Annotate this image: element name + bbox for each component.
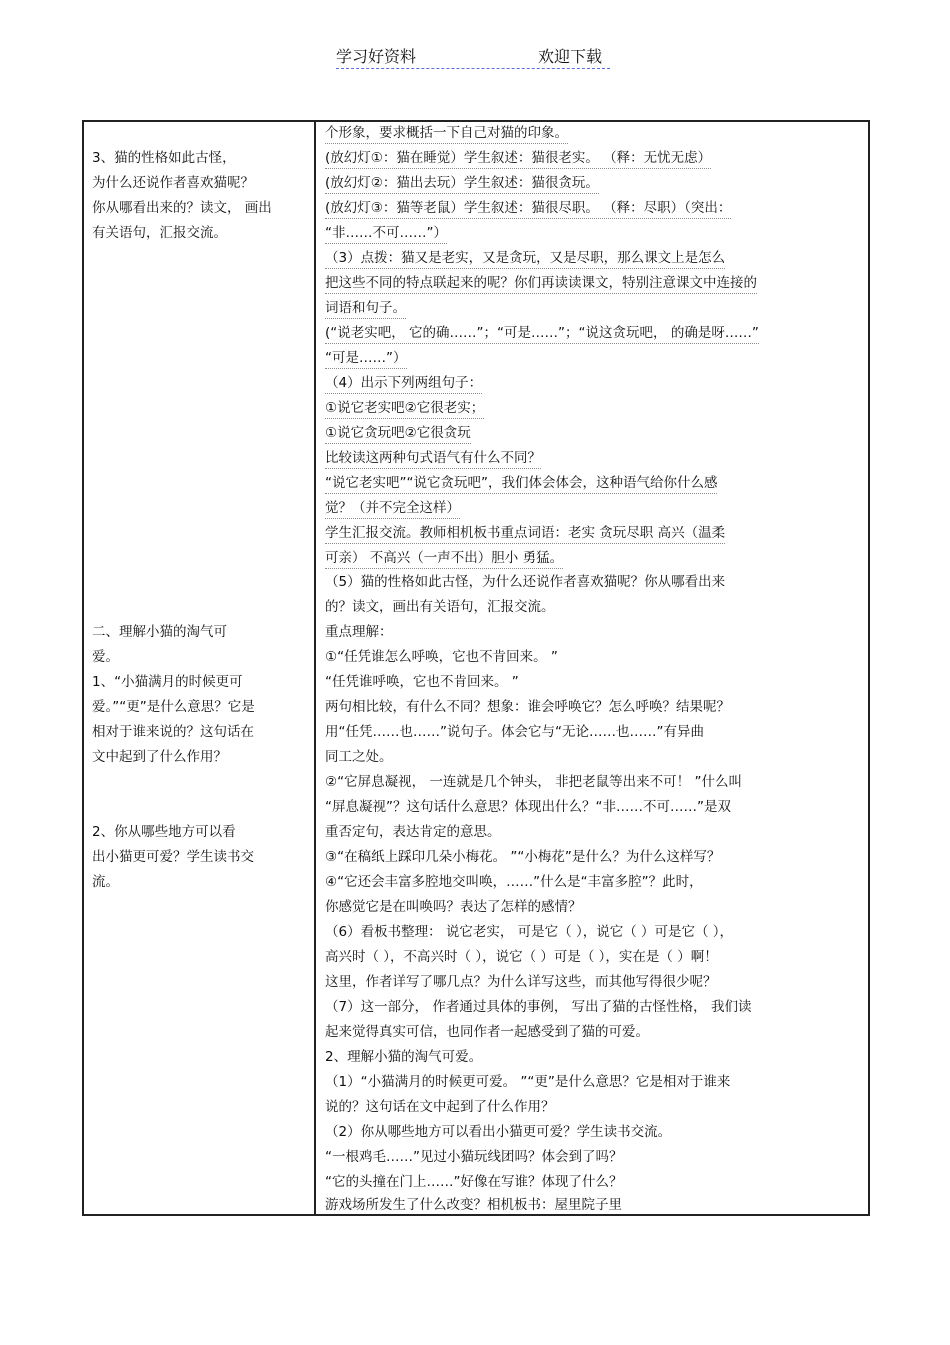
right-text-line: “屏息凝视”？这句话什么意思？体现出什么？“非……不可……”是双 [325, 799, 731, 815]
right-text-line: 重否定句，表达肯定的意思。 [325, 824, 501, 840]
left-column-content [84, 122, 314, 1214]
right-text-line: “说它老实吧”“说它贪玩吧”，我们体会体会，这种语气给你什么感 [325, 474, 717, 494]
left-text-line: 流。 [92, 874, 119, 890]
left-text-line: 1、“小猫满月的时候更可 [92, 674, 243, 690]
right-text-line: 个形象，要求概括一下自己对猫的印象。 [325, 124, 568, 144]
right-text-line: 高兴时（ ），不高兴时（ ），说它（ ）可是（ ），实在是（ ）啊！ [325, 949, 718, 965]
right-text-line: 这里，作者详写了哪几点？为什么详写这些，而其他写得很少呢？ [325, 974, 717, 990]
right-text-line: （3）点拨：猫又是老实，又是贪玩，又是尽职，那么课文上是怎么 [325, 249, 725, 269]
right-text-line: （5）猫的性格如此古怪，为什么还说作者喜欢猫呢？你从哪看出来 [325, 574, 726, 590]
right-text-line: 的？读文，画出有关语句，汇报交流。 [325, 599, 555, 615]
lesson-plan-table [82, 120, 870, 1216]
right-text-line: （6）看板书整理： 说它老实， 可是它（ ），说它（ ）可是它（ ）， [325, 924, 734, 940]
left-text-line: 为什么还说作者喜欢猫呢？ [92, 175, 254, 191]
page-header [336, 42, 610, 69]
right-text-line: 把这些不同的特点联起来的呢？你们再读读课文，特别注意课文中连接的 [325, 274, 757, 294]
right-text-line: “可是……”） [325, 349, 407, 369]
left-text-line: 出小猫更可爱？学生读书交 [92, 849, 254, 865]
right-text-line: 词语和句子。 [325, 299, 406, 319]
right-text-line: “非……不可……”） [325, 224, 447, 244]
left-text-line: 有关语句，汇报交流。 [92, 225, 227, 241]
right-text-line: （2）你从哪些地方可以看出小猫更可爱？学生读书交流。 [325, 1124, 672, 1140]
left-text-line: 爱。 [92, 649, 119, 665]
right-text-line: “一根鸡毛……”见过小猫玩线团吗？体会到了吗？ [325, 1149, 623, 1165]
right-text-line: (“说老实吧， 它的确……”；“可是……”；“说这贪玩吧， 的确是呀……” [325, 324, 759, 344]
left-text-line: 文中起到了什么作用？ [92, 749, 227, 765]
right-text-line: ①说它贪玩吧②它很贪玩 [325, 424, 471, 444]
left-column-cell [83, 121, 315, 1215]
table-row [83, 121, 869, 1215]
right-text-line: 游戏场所发生了什么改变？相机板书：屋里院子里 [325, 1197, 622, 1213]
right-text-line: “它的头撞在门上……”好像在写谁？体现了什么？ [325, 1174, 623, 1190]
right-text-line: 你感觉它是在叫唤吗？表达了怎样的感情？ [325, 899, 582, 915]
right-text-line: ③“在稿纸上踩印几朵小梅花。 ”“小梅花”是什么？为什么这样写？ [325, 849, 721, 865]
right-text-line: 2、理解小猫的淘气可爱。 [325, 1049, 483, 1065]
left-text-line: 3、猫的性格如此古怪， [92, 150, 236, 166]
header-left-text: 学习好资料 [336, 47, 417, 66]
right-text-line: ①说它老实吧②它很老实； [325, 399, 484, 419]
right-text-line: ②“它屏息凝视， 一连就是几个钟头， 非把老鼠等出来不可！ ”什么叫 [325, 774, 742, 790]
right-text-line: ④“它还会丰富多腔地交叫唤，……”什么是“丰富多腔”？此时， [325, 874, 703, 890]
left-text-line: 二、理解小猫的淘气可 [92, 624, 227, 640]
right-text-line: (放幻灯②：猫出去玩）学生叙述：猫很贪玩。 [325, 174, 599, 194]
left-text-line: 爱。”“更”是什么意思？它是 [92, 699, 255, 715]
right-text-line: （4）出示下列两组句子： [325, 374, 482, 394]
right-text-line: “任凭谁呼唤，它也不肯回来。 ” [325, 674, 519, 690]
right-text-line: 两句相比较，有什么不同？想象：谁会呼唤它？怎么呼唤？结果呢？ [325, 699, 730, 715]
right-text-line: 学生汇报交流。教师相机板书重点词语：老实 贪玩尽职 高兴（温柔 [325, 524, 725, 544]
right-text-line: （1）“小猫满月的时候更可爱。 ”“更”是什么意思？它是相对于谁来 [325, 1074, 731, 1090]
right-text-line: 可亲） 不高兴（一声不出）胆小 勇猛。 [325, 549, 563, 569]
right-text-line: 用“任凭……也……”说句子。体会它与“无论……也……”有异曲 [325, 724, 704, 740]
right-text-line: (放幻灯③：猫等老鼠）学生叙述：猫很尽职。 （释：尽职）（突出： [325, 199, 731, 219]
right-text-line: 起来觉得真实可信，也同作者一起感受到了猫的可爱。 [325, 1024, 649, 1040]
right-text-line: 比较读这两种句式语气有什么不同？ [325, 449, 541, 469]
header-right-text: 欢迎下载 [538, 47, 603, 66]
right-text-line: 说的？这句话在文中起到了什么作用？ [325, 1099, 555, 1115]
left-text-line: 2、你从哪些地方可以看 [92, 824, 236, 840]
right-text-line: 重点理解： [325, 624, 393, 640]
right-text-line: 觉？（并不完全这样） [325, 499, 460, 519]
left-text-line: 相对于谁来说的？这句话在 [92, 724, 254, 740]
right-text-line: ①“任凭谁怎么呼唤，它也不肯回来。 ” [325, 649, 558, 665]
right-text-line: （7）这一部分， 作者通过具体的事例， 写出了猫的古怪性格， 我们读 [325, 999, 752, 1015]
right-column-cell [315, 121, 869, 1215]
right-text-line: 同工之处。 [325, 749, 393, 765]
left-text-line: 你从哪看出来的？读文， 画出 [92, 200, 272, 216]
right-text-line: (放幻灯①：猫在睡觉）学生叙述：猫很老实。 （释：无忧无虑） [325, 149, 711, 169]
right-column-content [316, 122, 868, 1214]
